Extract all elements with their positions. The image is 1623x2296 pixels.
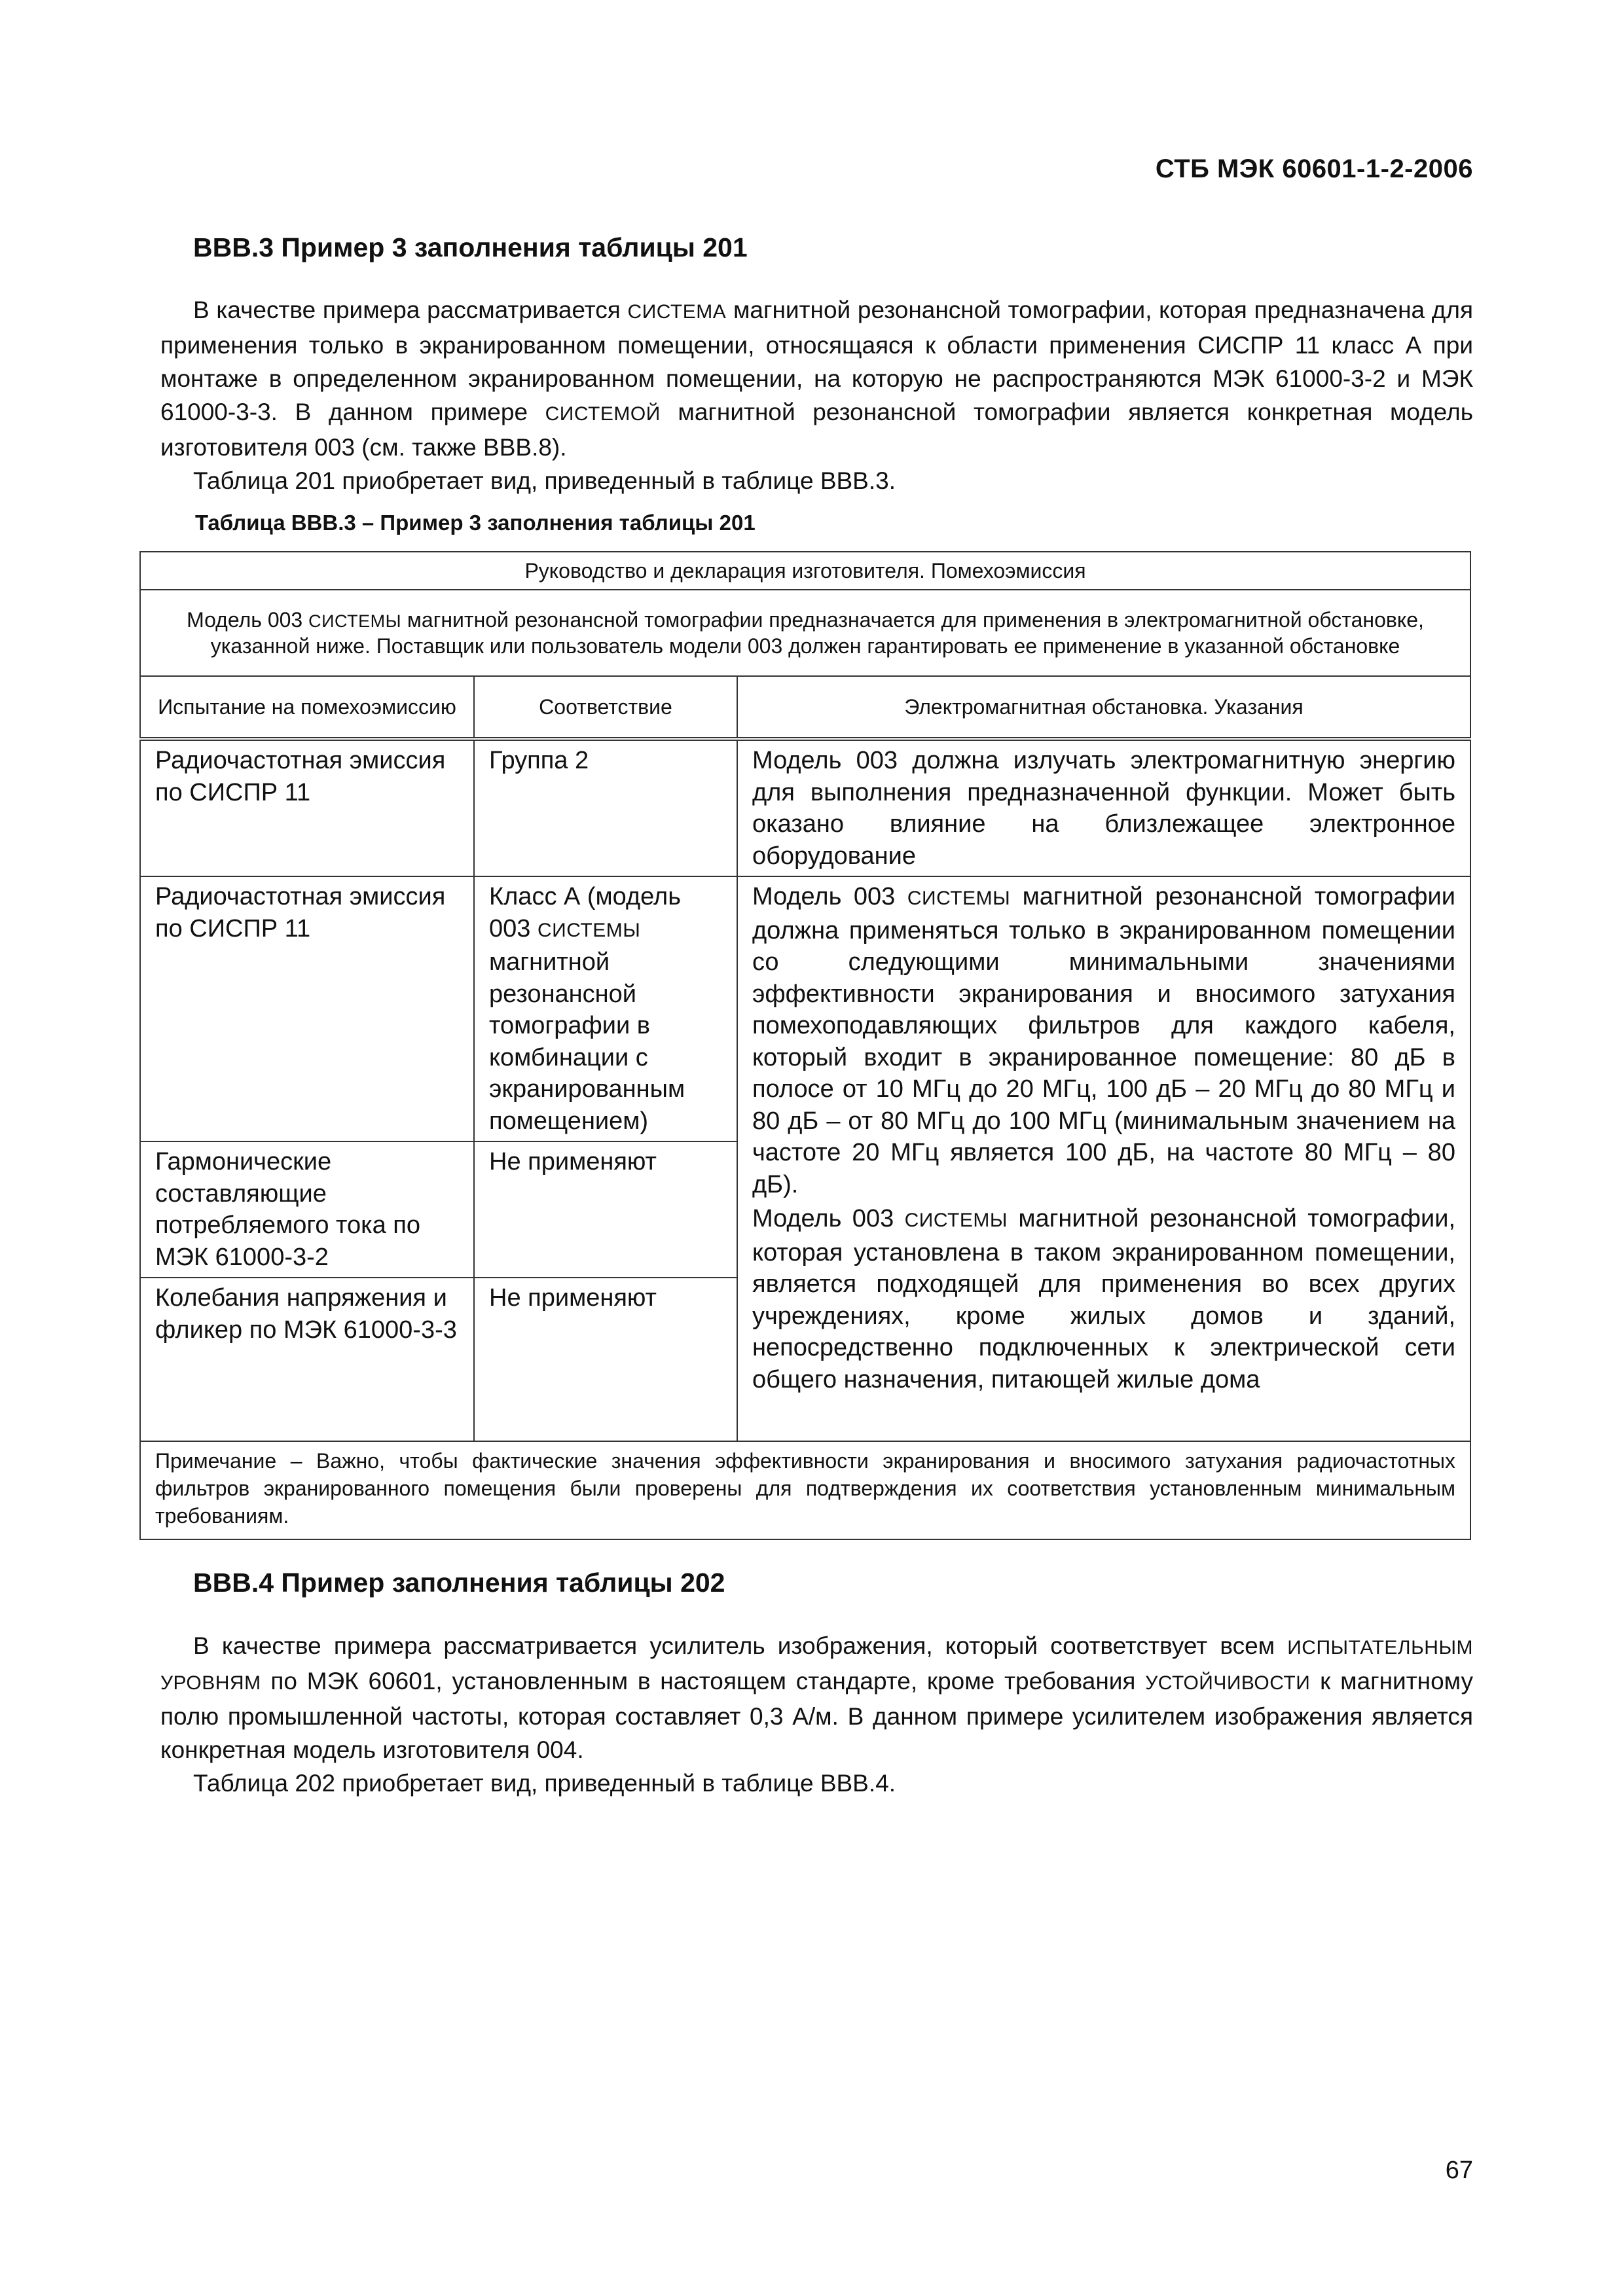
text-run: В качестве примера рассматривается [193, 296, 628, 323]
paragraph [160, 293, 1473, 464]
table-intro [140, 590, 1470, 676]
term-smallcaps: СИСТЕМЫ [537, 919, 641, 941]
section-heading-bbb3: ВВВ.3 Пример 3 заполнения таблицы 201 [193, 232, 748, 262]
cell-compliance [474, 876, 737, 1141]
section-heading-bbb4: ВВВ.4 Пример заполнения таблицы 202 [193, 1568, 725, 1598]
cell-compliance: Не применяют [474, 1141, 737, 1278]
term-smallcaps: УСТОЙЧИВОСТИ [1145, 1672, 1311, 1694]
term-smallcaps: ИСПЫТАТЕЛЬНЫМ УРОВНЯМ [160, 1637, 1473, 1694]
section-bbb3-body [160, 293, 1473, 497]
table-row [140, 876, 1470, 1141]
text-run: к магнитному полю промышленной частоты, которая составляет 0,3 А/м. В данном примере усилителем изображения является конкретная модель изготовителя 004. [160, 1668, 1474, 1763]
cell-test: Радиочастотная эмиссия по СИСПР 11 [140, 876, 474, 1141]
paragraph: Таблица 202 приобретает вид, приведенный в таблице ВВВ.4. [193, 1770, 896, 1797]
table-note: Примечание – Важно, чтобы фактические значения эффективности экранирования и вносимого затухания радиочастотных фильтров экранированного помещения были проверены для подтверждения их соответствия установленным минимальным требованиям. [140, 1441, 1470, 1539]
cell-test: Гармонические составляющие потребляемого тока по МЭК 61000-3-2 [140, 1141, 474, 1278]
column-header-test: Испытание на помехоэмиссию [140, 676, 474, 739]
emissions-table [139, 551, 1471, 1540]
term-smallcaps: СИСТЕМЫ [308, 611, 401, 631]
document-header: СТБ МЭК 60601-1-2-2006 [1155, 154, 1473, 183]
cell-environment: Модель 003 должна излучать электромагнитную энергию для выполнения предназначенной функции. Может быть оказано влияние на близлежащее электронное оборудование [737, 739, 1470, 876]
environment-paragraph [752, 881, 1455, 1200]
term-smallcaps: СИСТЕМА [627, 301, 727, 323]
text-run: Класс А (модель 003 [489, 883, 681, 942]
column-header-environment: Электромагнитная обстановка. Указания [737, 676, 1470, 739]
text-run: магнитной резонансной томографии является конкретная модель изготовителя 003 (см. также ВВВ.8). [160, 399, 1473, 461]
text-run: Модель 003 [187, 608, 309, 632]
text-run: магнитной резонансной томографии, которая предназначена для применения только в экранированном помещении, относящаяся к области применения СИСПР 11 класс А при монтаже в определенном экранированном помещении, на которую не распространяются МЭК 61000-3-2 и МЭК 61000-3-3. В данном примере [160, 296, 1473, 425]
page-number: 67 [1445, 2157, 1473, 2184]
cell-environment [737, 876, 1470, 1441]
term-smallcaps: СИСТЕМЫ [904, 1210, 1008, 1231]
column-header-compliance: Соответствие [474, 676, 737, 739]
table-row [140, 739, 1470, 876]
table-title: Руководство и декларация изготовителя. Помехоэмиссия [140, 552, 1470, 590]
text-run: магнитной резонансной томографии в комбинации с экранированным помещением) [489, 948, 685, 1135]
text-run: магнитной резонансной томографии, которая установлена в таком экранированном помещении, является подходящей для применения во всех других учреждениях, кроме жилых домов и зданий, непосредственно подключенных к электрической сети общего назначения, питающей жилые дома [752, 1205, 1455, 1393]
paragraph [160, 1629, 1473, 1767]
text-run: по МЭК 60601, установленным в настоящем стандарте, кроме требования [261, 1668, 1146, 1695]
cell-test: Радиочастотная эмиссия по СИСПР 11 [140, 739, 474, 876]
term-smallcaps: СИСТЕМЫ [907, 888, 1011, 909]
cell-compliance: Группа 2 [474, 739, 737, 876]
cell-compliance: Не применяют [474, 1278, 737, 1441]
text-run: В качестве примера рассматривается усилитель изображения, который соответствует всем [193, 1632, 1288, 1659]
cell-test: Колебания напряжения и фликер по МЭК 61000-3-3 [140, 1278, 474, 1441]
text-run: Модель 003 [752, 883, 907, 910]
environment-paragraph [752, 1203, 1455, 1395]
text-run: Модель 003 [752, 1205, 905, 1232]
term-smallcaps: СИСТЕМОЙ [545, 403, 661, 425]
paragraph: Таблица 201 приобретает вид, приведенный в таблице ВВВ.3. [193, 467, 896, 494]
text-run: магнитной резонансной томографии должна применяться только в экранированном помещении со следующими минимальными значениями эффективности экранирования и вносимого затухания помехоподавляющих фильтров для каждого кабеля, который входит в экранированное помещение: 80 дБ в полосе от 10 МГц до 20 МГц, 100 дБ – 20 МГц до 80 МГц и 80 дБ – от 80 МГц до 100 МГц (минимальным значением на частоте 20 МГц является 100 дБ, на частоте 80 МГц – 80 дБ). [752, 883, 1455, 1198]
section-bbb4-body [160, 1629, 1473, 1800]
table-caption: Таблица ВВВ.3 – Пример 3 заполнения таблицы 201 [195, 511, 756, 535]
text-run: магнитной резонансной томографии предназначается для применения в электромагнитной обстановке, указанной ниже. Поставщик или пользователь модели 003 должен гарантировать ее применение в указанной обстановке [210, 608, 1424, 658]
